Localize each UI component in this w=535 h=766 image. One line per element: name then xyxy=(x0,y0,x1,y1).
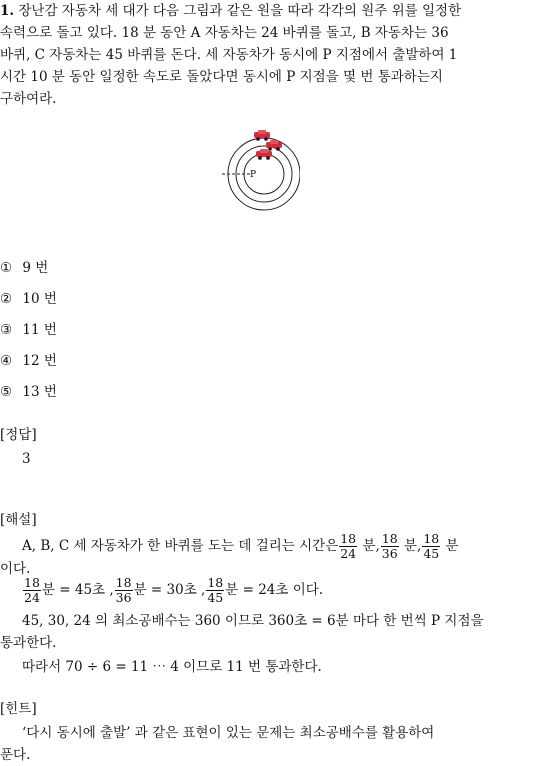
choice-4[interactable] xyxy=(0,352,57,370)
fraction-18-36-eq: $\frac{18}{36}$ xyxy=(115,575,132,605)
answer-label: [정답] xyxy=(0,427,37,443)
explanation-line-2-start: 이다. xyxy=(0,561,31,577)
question-line-3: 바퀴, C 자동차는 45 바퀴를 돈다. 세 자동차가 동시에 P 지점에서 출발하여 1 xyxy=(0,47,458,63)
hint-line-2: 푼다. xyxy=(0,747,31,763)
choice-mark: ① xyxy=(0,260,13,276)
choice-text: 10 번 xyxy=(22,291,57,307)
explanation-label: [해설] xyxy=(0,512,37,528)
choice-text: 9 번 xyxy=(22,260,49,276)
choice-2[interactable] xyxy=(0,290,57,308)
explanation-line-4: 통과한다. xyxy=(0,635,57,651)
explanation-line-1: A, B, C 세 자동차가 한 바퀴를 도는 데 걸리는 시간은 $\frac{18}{24}$ 분, $\frac{18}{36}$ 분, $\frac{18}{45}$ 분 xyxy=(22,531,459,561)
point-p-label: P xyxy=(250,170,257,180)
car-icon-a xyxy=(254,130,270,141)
choice-1[interactable] xyxy=(0,259,48,277)
choice-text: 11 번 xyxy=(22,322,57,338)
explanation-line-3: 45, 30, 24 의 최소공배수는 360 이므로 360초 = 6분 마다 한 번씩 P 지점을 xyxy=(22,613,484,629)
choice-mark: ② xyxy=(0,291,13,307)
question-line-5: 구하여라. xyxy=(0,91,57,107)
fraction-18-36: $\frac{18}{36}$ xyxy=(381,531,398,561)
choice-text: 12 번 xyxy=(22,353,57,369)
question-number: 1. xyxy=(0,3,15,19)
fraction-18-45-eq: $\frac{18}{45}$ xyxy=(207,575,224,605)
track-figure xyxy=(220,124,300,220)
question-line-4: 시간 10 분 동안 일정한 속도로 돌았다면 동시에 P 지점을 몇 번 통과하는지 xyxy=(0,69,443,85)
hint-label: [힌트] xyxy=(0,701,37,717)
fraction-18-45: $\frac{18}{45}$ xyxy=(423,531,440,561)
hint-line-1: ‘다시 동시에 출발’ 과 같은 표현이 있는 문제는 최소공배수를 활용하여 xyxy=(22,725,435,741)
fraction-18-24-eq: $\frac{18}{24}$ xyxy=(24,575,40,605)
question-line-2: 속력으로 돌고 있다. 18 분 동안 A 자동차는 24 바퀴를 돌고, B 자동차는 36 xyxy=(0,25,449,41)
choice-mark: ③ xyxy=(0,322,13,338)
choice-3[interactable] xyxy=(0,321,57,339)
explanation-equations: $\frac{18}{24}$ 분 = 45초 , $\frac{18}{36}$ 분 = 30초 , $\frac{18}{45}$ 분 = 24초 이다. xyxy=(24,575,324,605)
fraction-18-24: $\frac{18}{24}$ xyxy=(340,531,357,561)
choice-mark: ④ xyxy=(0,353,13,369)
choice-5[interactable] xyxy=(0,383,57,401)
answer-value: 3 xyxy=(22,451,31,467)
choice-text: 13 번 xyxy=(22,384,57,400)
question-line-1: 장난감 자동차 세 대가 다음 그림과 같은 원을 따라 각각의 원주 위를 일정한 xyxy=(18,3,462,19)
choice-mark: ⑤ xyxy=(0,384,13,400)
explanation-line-5: 따라서 70 ÷ 6 = 11 ⋯ 4 이므로 11 번 통과한다. xyxy=(22,659,322,675)
